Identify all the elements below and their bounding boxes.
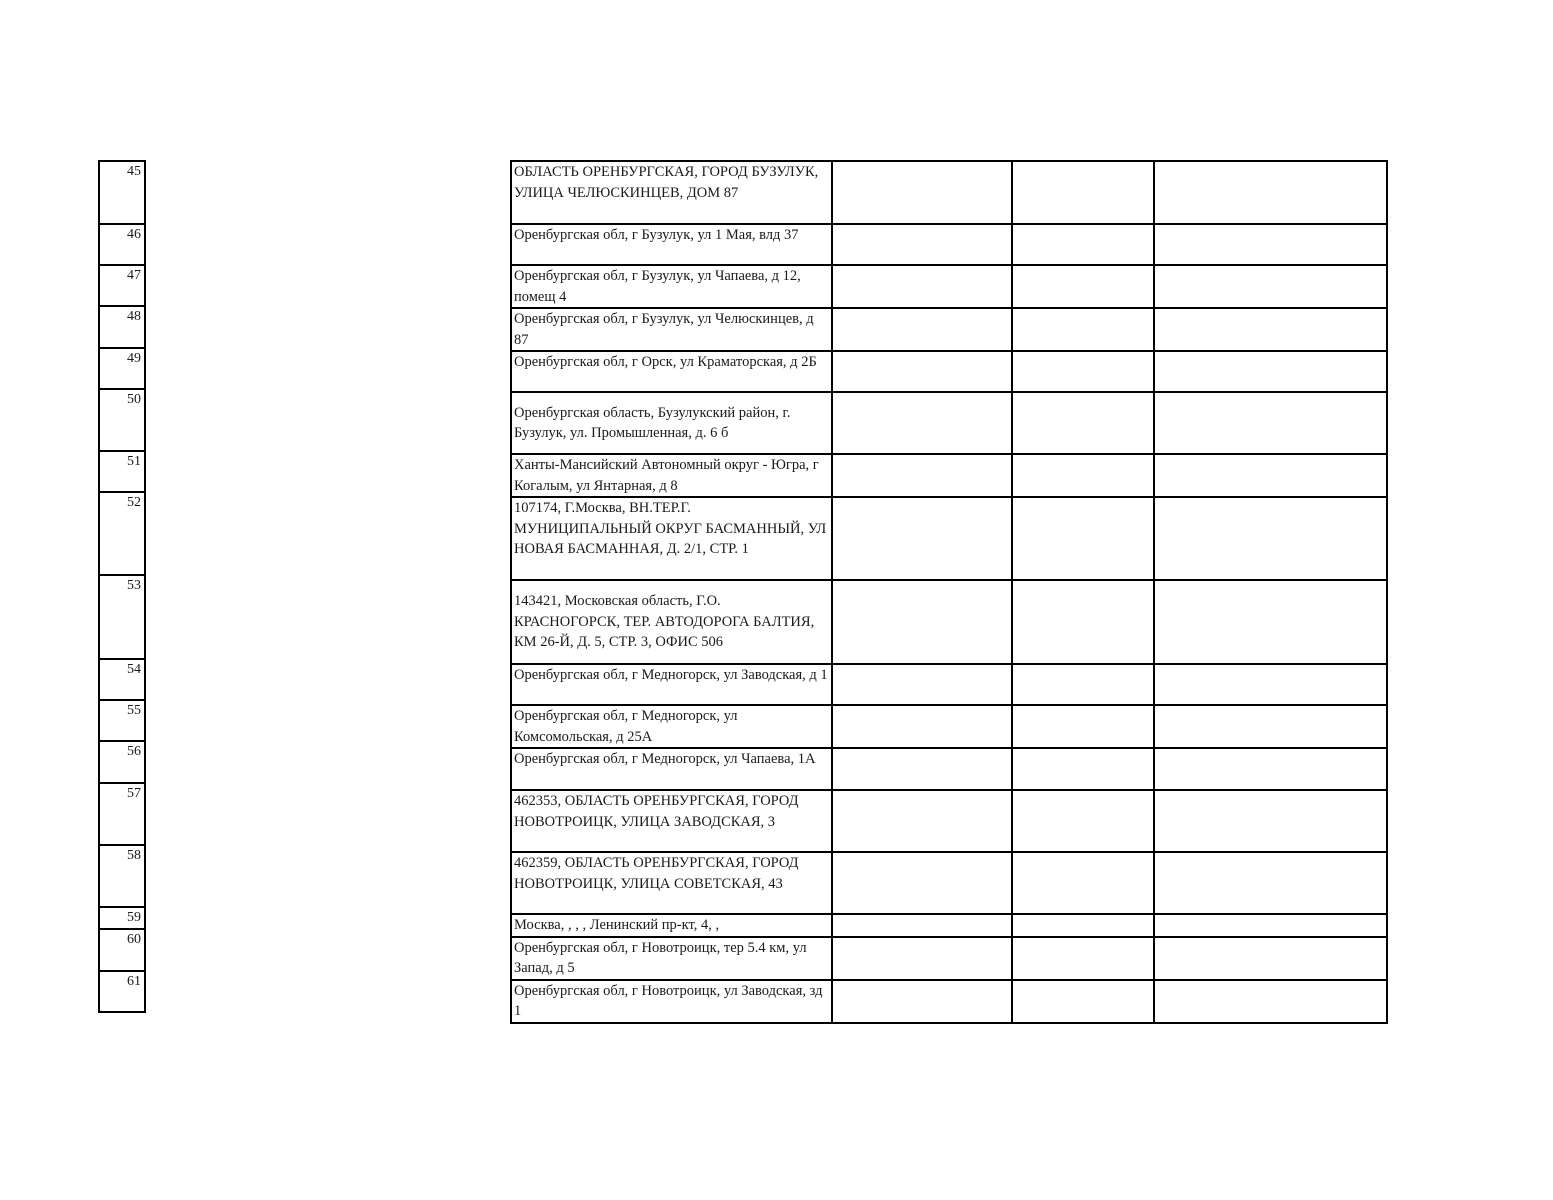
table-row [99,575,145,659]
address-cell: Оренбургская обл, г Медногорск, ул Чапаева, 1А [511,748,832,790]
table-row [511,664,1387,705]
empty-cell [832,852,1012,914]
empty-cell [832,705,1012,748]
table-row [511,980,1387,1023]
row-number: 60 [99,929,145,971]
address-cell: Оренбургская обл, г Бузулук, ул Челюскинцев, д 87 [511,308,832,351]
empty-cell [1154,748,1387,790]
table-row [99,265,145,306]
row-number: 56 [99,741,145,783]
address-cell: 462353, ОБЛАСТЬ ОРЕНБУРГСКАЯ, ГОРОД НОВОТРОИЦК, УЛИЦА ЗАВОДСКАЯ, 3 [511,790,832,852]
table-row [511,914,1387,937]
table-row [99,700,145,741]
empty-cell [1012,748,1154,790]
empty-cell [1012,937,1154,980]
empty-cell [1154,265,1387,308]
empty-cell [1154,224,1387,265]
address-cell: Оренбургская обл, г Медногорск, ул Заводская, д 1 [511,664,832,705]
table-row [511,351,1387,392]
row-number: 46 [99,224,145,265]
row-number: 49 [99,348,145,389]
table-row [99,783,145,845]
table-row [511,790,1387,852]
empty-cell [1154,852,1387,914]
empty-cell [1154,454,1387,497]
table-row [511,454,1387,497]
empty-cell [1012,497,1154,580]
empty-cell [1012,308,1154,351]
empty-cell [1154,161,1387,224]
table-row [511,852,1387,914]
table-row [511,392,1387,454]
table-row [99,451,145,492]
table-row [99,348,145,389]
address-cell: 143421, Московская область, Г.О. КРАСНОГОРСК, ТЕР. АВТОДОРОГА БАЛТИЯ, КМ 26-Й, Д. 5, СТР. 3, ОФИС 506 [511,580,832,664]
empty-cell [1012,852,1154,914]
empty-cell [1154,497,1387,580]
empty-cell [1012,265,1154,308]
row-number: 51 [99,451,145,492]
empty-cell [1012,392,1154,454]
empty-cell [832,790,1012,852]
table-row [511,748,1387,790]
address-cell: Оренбургская обл, г Бузулук, ул 1 Мая, влд 37 [511,224,832,265]
address-cell: Оренбургская обл, г Медногорск, ул Комсомольская, д 25А [511,705,832,748]
empty-cell [832,497,1012,580]
empty-cell [832,748,1012,790]
table-row [511,705,1387,748]
empty-cell [1154,664,1387,705]
table-row [511,308,1387,351]
address-cell: ОБЛАСТЬ ОРЕНБУРГСКАЯ, ГОРОД БУЗУЛУК, УЛИЦА ЧЕЛЮСКИНЦЕВ, ДОМ 87 [511,161,832,224]
address-table [510,160,1388,1024]
empty-cell [832,664,1012,705]
table-row [99,224,145,265]
row-number: 48 [99,306,145,348]
empty-cell [832,265,1012,308]
row-number: 50 [99,389,145,451]
row-number: 57 [99,783,145,845]
empty-cell [1012,580,1154,664]
empty-cell [1154,705,1387,748]
table-row [99,492,145,575]
row-number: 61 [99,971,145,1012]
empty-cell [1012,914,1154,937]
table-row [99,161,145,224]
empty-cell [1012,224,1154,265]
table-row [99,659,145,700]
address-cell: Ханты-Мансийский Автономный округ - Югра, г Когалым, ул Янтарная, д 8 [511,454,832,497]
empty-cell [1012,705,1154,748]
table-row [511,161,1387,224]
empty-cell [832,914,1012,937]
empty-cell [832,351,1012,392]
empty-cell [1012,664,1154,705]
empty-cell [832,980,1012,1023]
empty-cell [1012,161,1154,224]
table-row [99,845,145,907]
empty-cell [832,937,1012,980]
table-row [99,741,145,783]
empty-cell [1154,308,1387,351]
empty-cell [1012,454,1154,497]
row-number: 58 [99,845,145,907]
row-number: 45 [99,161,145,224]
table-row [511,224,1387,265]
row-number: 55 [99,700,145,741]
address-cell: Оренбургская обл, г Новотроицк, тер 5.4 км, ул Запад, д 5 [511,937,832,980]
empty-cell [1012,790,1154,852]
address-cell: Оренбургская обл, г Бузулук, ул Чапаева, д 12, помещ 4 [511,265,832,308]
empty-cell [832,454,1012,497]
table-row [99,907,145,929]
empty-cell [1154,937,1387,980]
empty-cell [832,580,1012,664]
row-number-column [98,160,146,1013]
table-row [511,497,1387,580]
empty-cell [1012,351,1154,392]
address-cell: 462359, ОБЛАСТЬ ОРЕНБУРГСКАЯ, ГОРОД НОВОТРОИЦК, УЛИЦА СОВЕТСКАЯ, 43 [511,852,832,914]
table-row [99,929,145,971]
empty-cell [1012,980,1154,1023]
empty-cell [832,161,1012,224]
table-row [99,306,145,348]
address-cell: Оренбургская обл, г Орск, ул Краматорская, д 2Б [511,351,832,392]
row-number: 59 [99,907,145,929]
empty-cell [1154,790,1387,852]
empty-cell [832,392,1012,454]
row-number: 52 [99,492,145,575]
address-cell: Москва, , , , Ленинский пр-кт, 4, , [511,914,832,937]
empty-cell [1154,351,1387,392]
empty-cell [832,224,1012,265]
empty-cell [832,308,1012,351]
row-number: 47 [99,265,145,306]
table-row [511,580,1387,664]
table-row [511,265,1387,308]
address-cell: Оренбургская обл, г Новотроицк, ул Заводская, зд 1 [511,980,832,1023]
address-cell: Оренбургская область, Бузулукский район, г. Бузулук, ул. Промышленная, д. 6 б [511,392,832,454]
table-row [99,389,145,451]
empty-cell [1154,980,1387,1023]
empty-cell [1154,392,1387,454]
table-row [99,971,145,1012]
empty-cell [1154,914,1387,937]
row-number: 53 [99,575,145,659]
empty-cell [1154,580,1387,664]
row-number: 54 [99,659,145,700]
table-row [511,937,1387,980]
address-cell: 107174, Г.Москва, ВН.ТЕР.Г. МУНИЦИПАЛЬНЫЙ ОКРУГ БАСМАННЫЙ, УЛ НОВАЯ БАСМАННАЯ, Д. 2/1, СТР. 1 [511,497,832,580]
